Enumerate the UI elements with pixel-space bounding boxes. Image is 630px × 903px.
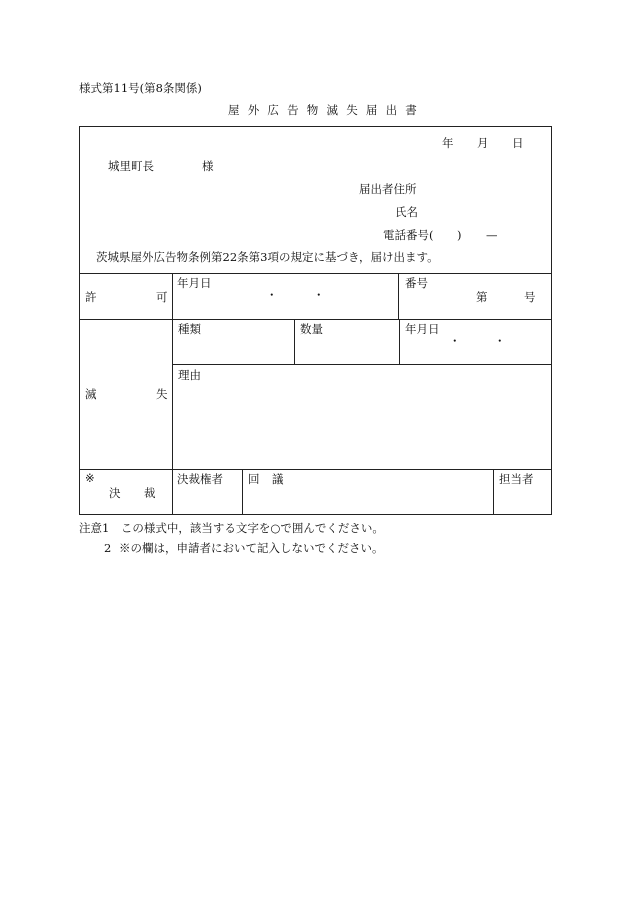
loss-date-dot: ・: [494, 334, 506, 348]
page-title: 屋外広告物滅失届出書: [228, 103, 425, 117]
loss-label-a: 滅: [85, 387, 97, 401]
loss-kind-label: 種類: [178, 322, 201, 336]
permit-go: 号: [524, 290, 536, 304]
decision-label-b: 裁: [144, 486, 156, 500]
phone-dash: —: [486, 228, 498, 242]
note-2: ※の欄は，申請者において記入しないでください。: [119, 541, 384, 555]
form-number: 様式第11号(第8条関係): [79, 81, 202, 95]
phone-label: 電話番号(: [383, 228, 434, 242]
permit-number-label: 番号: [405, 276, 428, 290]
decision-label-a: 決: [109, 486, 121, 500]
addressee: 城里町長: [108, 159, 154, 173]
decision-kai: 回: [248, 472, 260, 486]
loss-date-dot: ・: [449, 334, 461, 348]
loss-label-b: 失: [156, 387, 168, 401]
applicant-name-label: 氏名: [395, 205, 418, 219]
decision-gi: 議: [272, 472, 284, 486]
date-day: 日: [512, 136, 524, 150]
applicant-address-label: 届出者住所: [359, 182, 417, 196]
date-month: 月: [477, 136, 489, 150]
honorific: 様: [202, 159, 214, 173]
permit-date-label: 年月日: [177, 276, 212, 290]
permit-date-dot: ・: [313, 288, 325, 302]
loss-reason-label: 理由: [178, 368, 201, 382]
decision-mark: ※: [85, 471, 95, 485]
decision-authority-label: 決裁権者: [177, 472, 223, 486]
permit-date-dot: ・: [266, 288, 278, 302]
permit-label-b: 可: [156, 290, 168, 304]
loss-quantity-label: 数量: [300, 322, 323, 336]
note-2-number: 2: [104, 541, 112, 555]
phone-close: ): [457, 228, 462, 242]
date-year: 年: [442, 136, 454, 150]
permit-dai: 第: [476, 290, 488, 304]
loss-date-label: 年月日: [405, 322, 440, 336]
permit-label-a: 許: [85, 290, 97, 304]
decision-staff-label: 担当者: [499, 472, 534, 486]
statement: 茨城県屋外広告物条例第22条第3項の規定に基づき，届け出ます。: [96, 250, 439, 264]
note-1: 注意1 この様式中，該当する文字を○で囲んでください。: [79, 521, 384, 535]
